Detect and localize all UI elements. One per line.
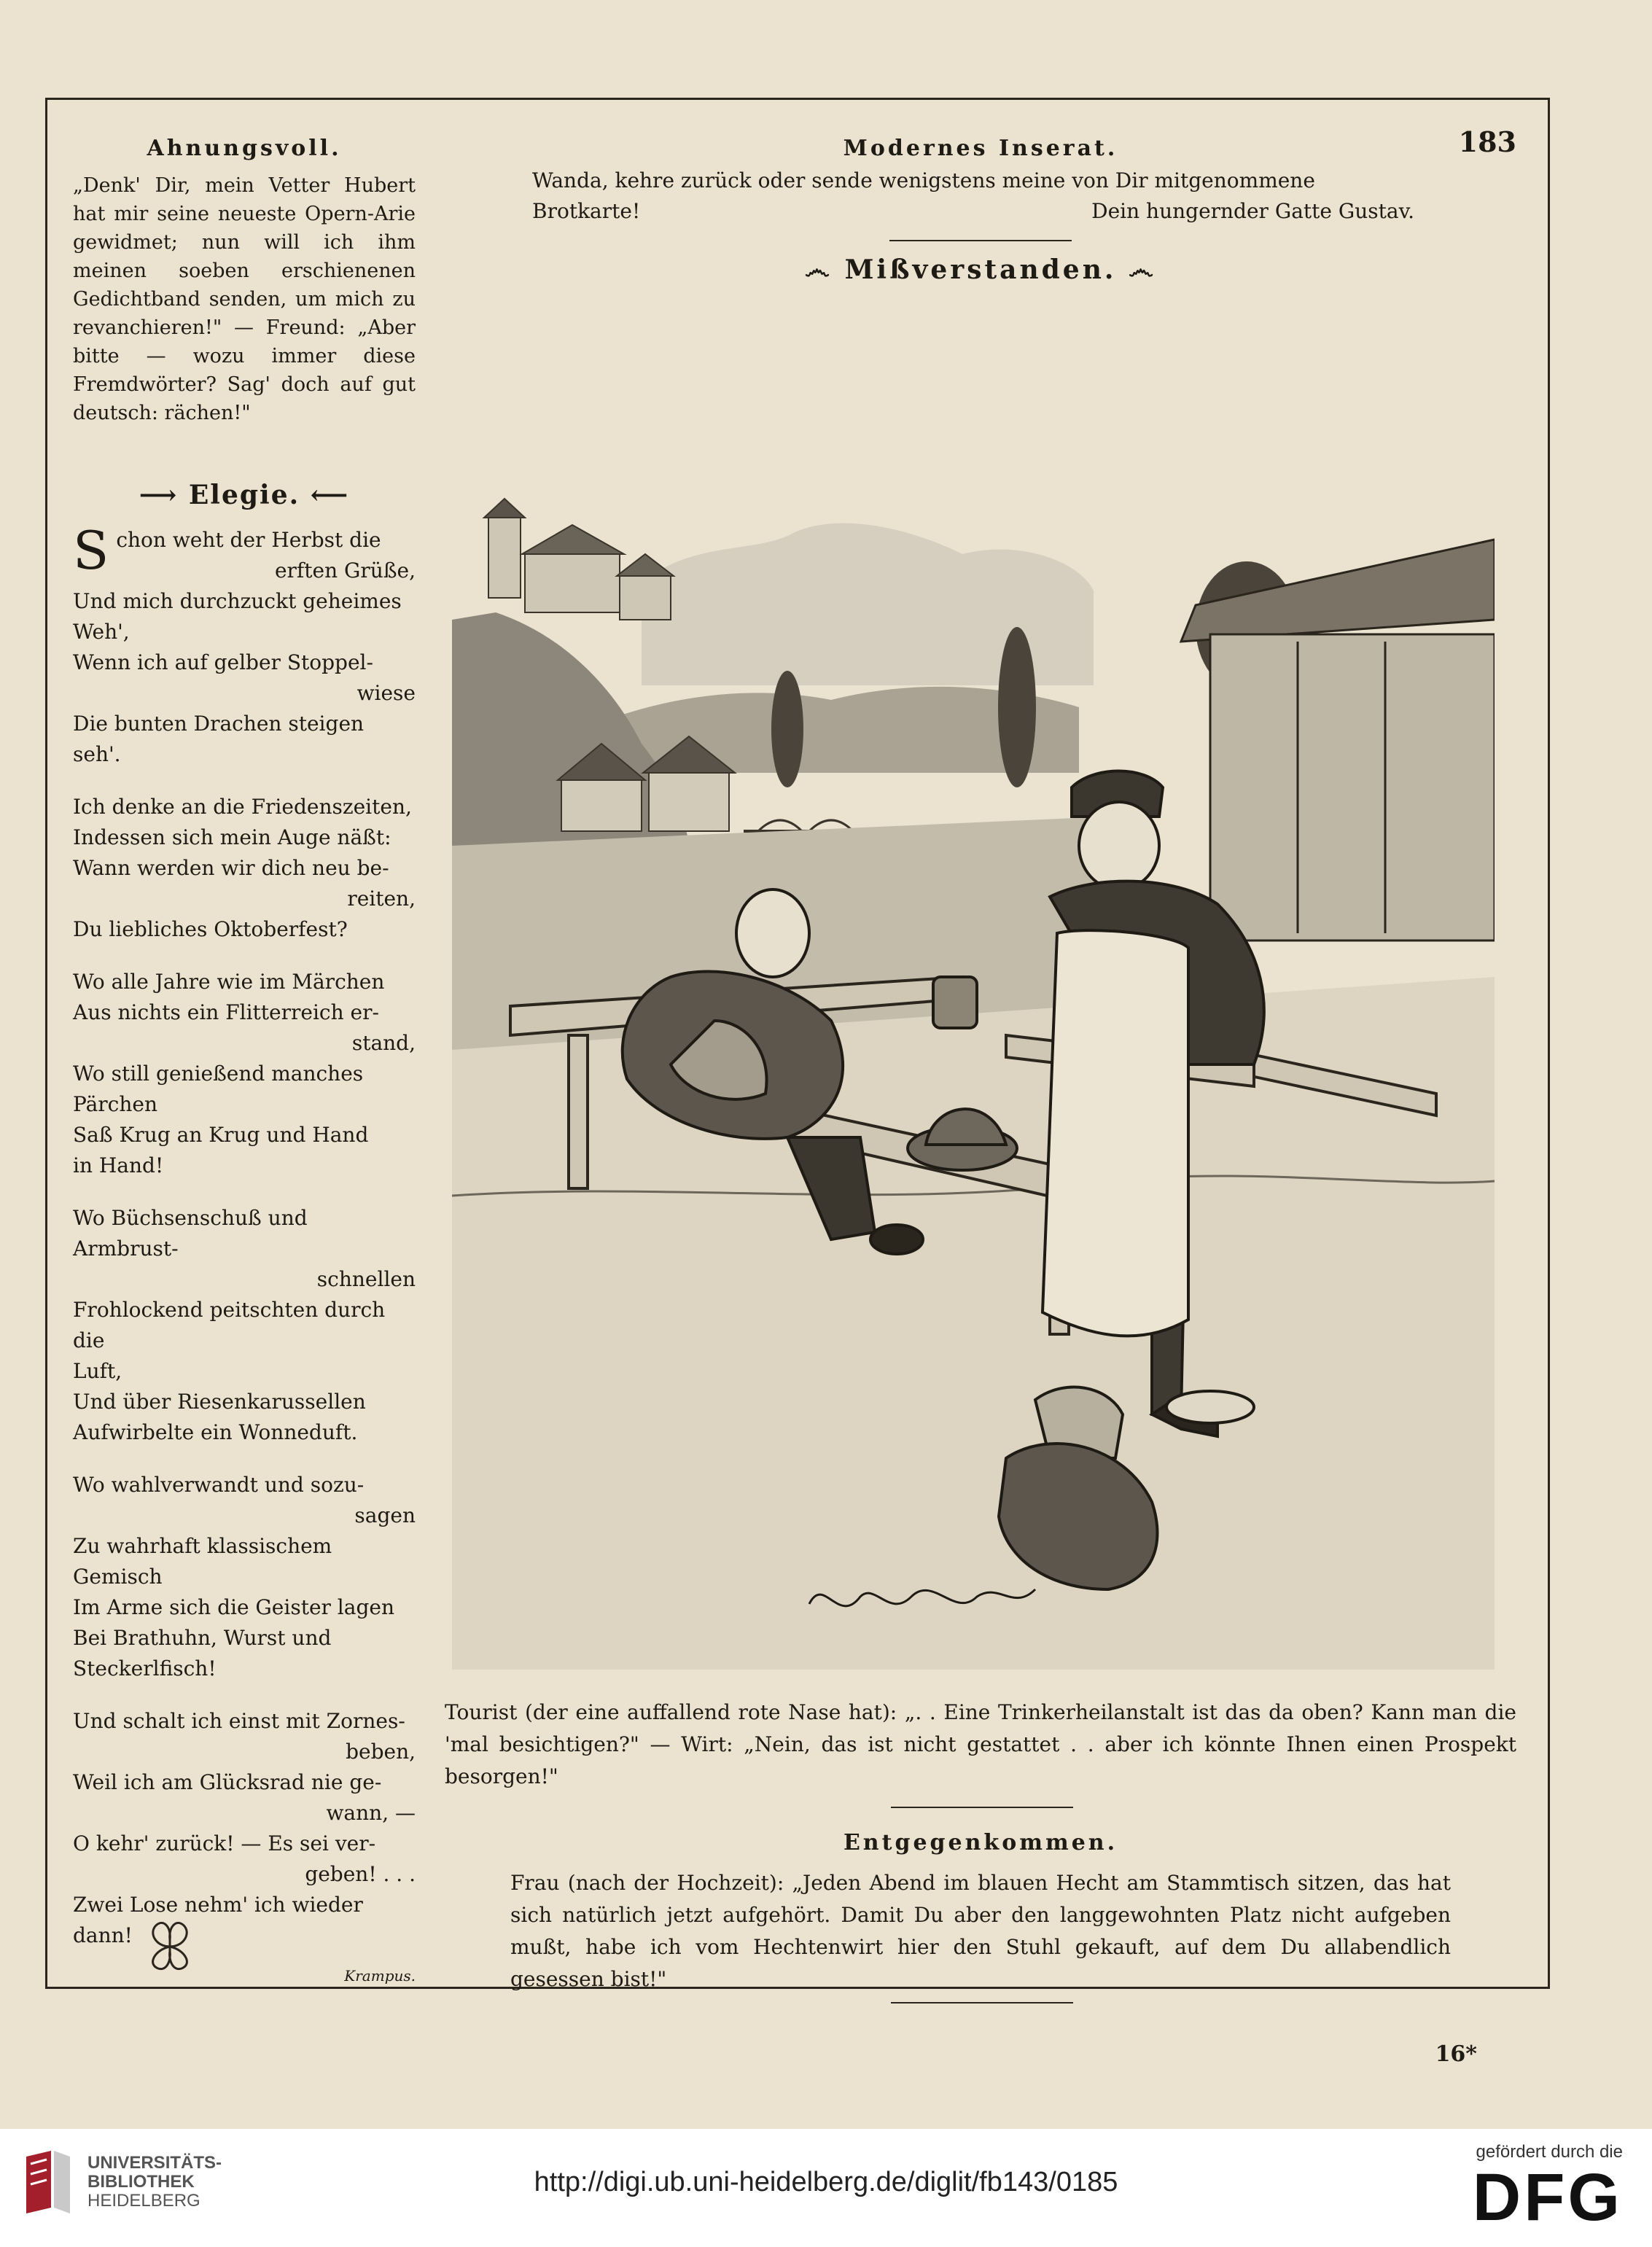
poem-line: Du liebliches Oktoberfest?: [73, 917, 348, 941]
flourish-left-icon: ෴: [804, 254, 845, 285]
funder-block: [1472, 2142, 1623, 2235]
poem-line: Wenn ich auf gelber Stoppel-: [73, 650, 373, 674]
poem-line: Saß Krug an Krug und Hand: [73, 1123, 369, 1147]
poem-line: Wo Büchsenschuß und Armbrust-: [73, 1206, 308, 1261]
missverstanden-caption: Tourist (der eine auffallend rote Nase hat): „. . Eine Trinkerheilanstalt ist das da oben? Kann man die 'mal besichtigen?" — Wirt: „Nein, das ist nicht gestattet . . aber ich könnte Ihnen einen Prospekt besorgen!": [445, 1700, 1516, 1788]
clover-ornament: [133, 1910, 206, 1976]
poem-stanza: [73, 1470, 416, 1684]
poem-stanza: [73, 1706, 416, 1951]
entgegenkommen-title: Entgegenkommen.: [843, 1830, 1118, 1855]
divider-rule: [889, 240, 1072, 241]
poem-line: Zu wahrhaft klassischem Gemisch: [73, 1534, 332, 1589]
poem-line: Wo wahlverwandt und sozu-: [73, 1473, 365, 1497]
inserat-title: Modernes Inserat.: [843, 136, 1118, 161]
poem-line: Frohlockend peitschten durch die: [73, 1298, 386, 1352]
poem-line: reiten,: [347, 887, 416, 911]
poem-line: wiese: [356, 681, 416, 705]
library-line3: HEIDELBERG: [87, 2191, 200, 2211]
left-column: [73, 136, 416, 1985]
poem-line: Die bunten Drachen steigen seh'.: [73, 712, 365, 766]
dfg-logo[interactable]: DFG: [1472, 2160, 1623, 2235]
ahnung-text: „Denk' Dir, mein Vetter Hubert hat mir seine neueste Opern-Arie gewidmet; nun will ich ihm meinen soeben erschienenen Gedichtband senden, um mich zu revanchieren!" — Freund: „Aber bitte — wozu immer diese Fremdwörter? Sag' doch auf gut deutsch: rächen!": [73, 174, 416, 424]
entgegenkommen-text: Frau (nach der Hochzeit): „Jeden Abend im blauen Hecht am Stammtisch sitzen, das hat sich natürlich jetzt aufgehört. Damit Du aber den langgewohnten Platz nicht aufgeben mußt, habe ich vom Hechtenwirt hier den Stuhl gekauft, auf dem Du allabendlich gesessen bist!": [510, 1871, 1451, 1991]
poem-line: sagen: [354, 1503, 416, 1527]
divider-rule: [891, 1807, 1073, 1808]
poem-line: dann!: [73, 1923, 133, 1947]
poem-line: Indessen sich mein Auge näßt:: [73, 825, 391, 849]
page-number: 183: [1458, 125, 1516, 158]
folio-signature: 16*: [1435, 2041, 1477, 2067]
poem-line: wann, —: [326, 1801, 416, 1825]
inserat-text: Wanda, kehre zurück oder sende wenigstens meine von Dir mitgenommene: [532, 168, 1315, 192]
poem-line: Ich denke an die Friedenszeiten,: [73, 795, 412, 819]
funding-note: gefördert durch die: [1476, 2142, 1623, 2162]
poem-line: Aus nichts ein Flitterreich er-: [73, 1000, 379, 1024]
poem-line: schnellen: [316, 1267, 416, 1291]
inserat-signature: Dein hungernder Gatte Gustav.: [1091, 199, 1414, 223]
poem-line: Und schalt ich einst mit Zornes-: [73, 1709, 405, 1733]
digitization-footer: [0, 2129, 1652, 2247]
poem-line: erften Grüße,: [274, 558, 416, 583]
poem-line: Wo still genießend manches: [73, 1062, 364, 1086]
inserat-brotkarte: Brotkarte!: [532, 199, 641, 223]
poem-author: Krampus.: [344, 1967, 416, 1985]
divider-rule: [891, 2002, 1073, 2003]
poem-line: in Hand!: [73, 1153, 164, 1177]
poem-line: beben,: [346, 1740, 416, 1764]
poem-stanza: [73, 520, 416, 770]
library-line1: UNIVERSITÄTS-: [87, 2153, 222, 2173]
poem-line: Aufwirbelte ein Wonneduft.: [73, 1420, 358, 1444]
poem-line: Luft,: [73, 1359, 122, 1383]
flourish-right-icon: ෴: [1116, 254, 1157, 285]
poem-line: chon weht der Herbst die: [116, 528, 381, 552]
elegie-title: ⟶ Elegie. ⟵: [139, 480, 350, 510]
library-line2: BIBLIOTHEK: [87, 2172, 195, 2192]
illustration-beer-garden: [452, 467, 1495, 1670]
poem-stanza: [73, 1203, 416, 1448]
poem-line: Im Arme sich die Geister lagen: [73, 1595, 394, 1619]
elegie-poem: [73, 520, 416, 1951]
poem-line: Pärchen: [73, 1092, 157, 1116]
poem-line: Weh',: [73, 620, 130, 644]
missverstanden-title-text: Mißverstanden.: [844, 254, 1117, 285]
poem-line: Und mich durchzuckt geheimes: [73, 589, 402, 613]
poem-line: Bei Brathuhn, Wurst und: [73, 1626, 332, 1650]
poem-line: stand,: [351, 1031, 416, 1055]
poem-line: geben! . . .: [305, 1862, 416, 1886]
entgegenkommen-section: [510, 1830, 1451, 1995]
drop-cap: S: [73, 520, 109, 581]
poem-line: Wann werden wir dich neu be-: [73, 856, 389, 880]
poem-stanza: [73, 792, 416, 945]
poem-line: Zwei Lose nehm' ich wieder: [73, 1893, 363, 1917]
missverstanden-title: [445, 254, 1516, 286]
permalink-url[interactable]: http://digi.ub.uni-heidelberg.de/diglit/fb143/0185: [534, 2167, 1118, 2197]
poem-line: Wo alle Jahre wie im Märchen: [73, 970, 385, 994]
poem-line: Und über Riesenkarussellen: [73, 1390, 366, 1414]
poem-line: Steckerlfisch!: [73, 1656, 217, 1681]
poem-line: O kehr' zurück! — Es sei ver-: [73, 1831, 376, 1855]
poem-line: Weil ich am Glücksrad nie ge-: [73, 1770, 382, 1794]
poem-stanza: [73, 967, 416, 1181]
right-column: [445, 136, 1516, 286]
ahnung-title: Ahnungsvoll.: [147, 136, 342, 161]
inserat-signature-line: [445, 196, 1516, 227]
hut: [1181, 540, 1495, 941]
